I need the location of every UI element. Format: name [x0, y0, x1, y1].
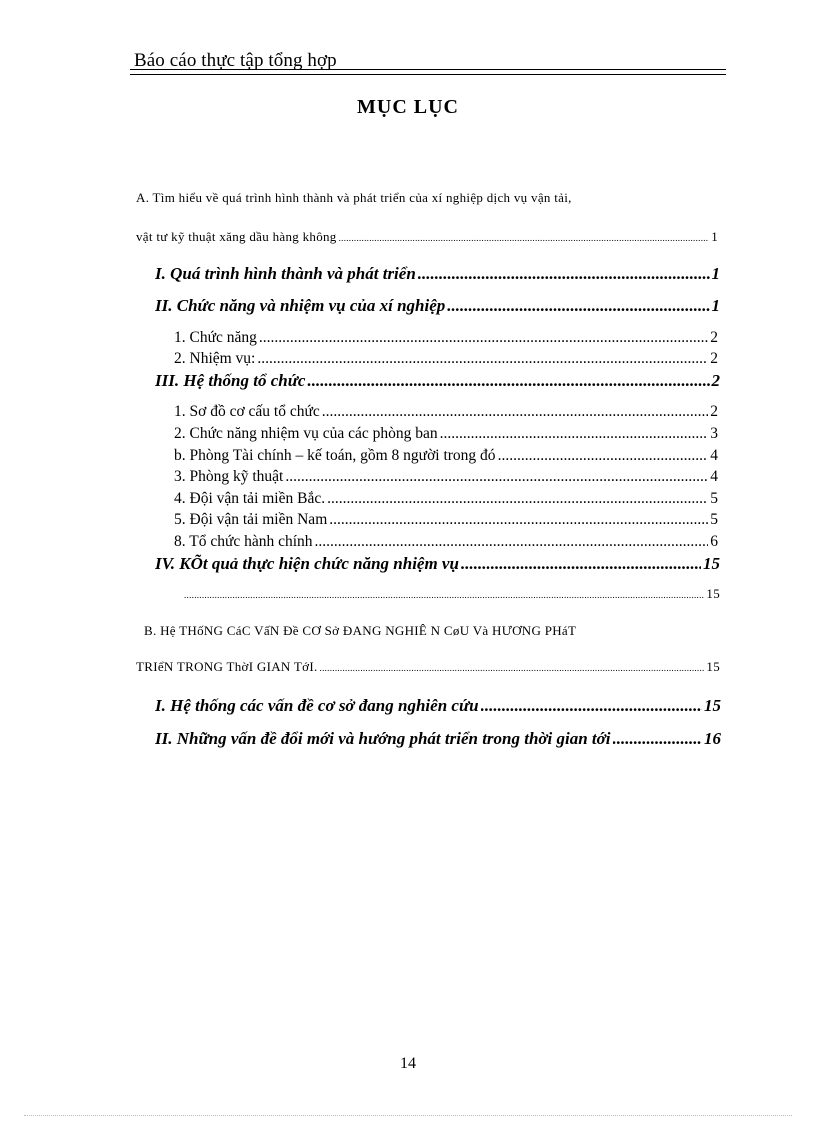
toc-entry-iii-4[interactable]: [174, 490, 718, 508]
toc-entry-text: 3. Phòng kỹ thuật: [174, 468, 284, 485]
toc-entry-page: 15: [706, 659, 720, 674]
toc-entry-text: b. Phòng Tài chính – kế toán, gồm 8 người trong đó: [174, 447, 496, 464]
toc-entry-blank[interactable]: [184, 586, 720, 602]
toc-entry-iii[interactable]: [155, 371, 720, 391]
toc-entry-iii-8[interactable]: [174, 533, 718, 551]
header-rule: [130, 69, 726, 75]
toc-entry-page: 16: [704, 729, 721, 748]
toc-entry-text: III. Hệ thống tổ chức: [155, 371, 306, 390]
toc-entry-text: 2. Chức năng nhiệm vụ của các phòng ban: [174, 425, 438, 442]
toc-entry-page: 15: [704, 696, 721, 715]
toc-title: MỤC LỤC: [357, 96, 459, 118]
toc-entry-text: 1. Sơ đồ cơ cấu tổ chức: [174, 403, 320, 420]
toc-entry-b-line2[interactable]: [136, 659, 720, 675]
toc-entry-page: 5: [710, 490, 718, 507]
toc-leader-dots: [285, 468, 708, 486]
toc-entry-text: B. Hệ THốNG CáC VấN Đề CƠ Sở ĐANG NGHIÊ N CøU Và HƯƠNG PHáT: [144, 623, 577, 638]
toc-leader-dots: [257, 350, 708, 368]
toc-entry-text: TRIểN TRONG ThờI GIAN TớI.: [136, 659, 318, 674]
toc-entry-iv[interactable]: [155, 554, 720, 574]
toc-entry-ii-1[interactable]: [174, 329, 718, 347]
toc-entry-text: I. Hệ thống các vấn đề cơ sở đang nghiên cứu: [155, 696, 479, 715]
toc-entry-text: 5. Đội vận tải miền Nam: [174, 511, 328, 528]
page-bottom-border: [24, 1115, 792, 1117]
toc-entry-text: A. Tìm hiểu về quá trình hình thành và phát triển của xí nghiệp dịch vụ vận tải,: [136, 190, 572, 205]
toc-entry-page: 3: [710, 425, 718, 442]
toc-entry-ii[interactable]: [155, 296, 720, 316]
toc-entry-page: 5: [710, 511, 718, 528]
toc-entry-ii-2[interactable]: [174, 350, 718, 368]
toc-leader-dots: [447, 296, 709, 316]
toc-entry-page: 1: [711, 229, 718, 244]
toc-entry-text: 4. Đội vận tải miền Bắc.: [174, 490, 326, 507]
toc-leader-dots: [259, 329, 708, 347]
toc-entry-iii-2[interactable]: [174, 425, 718, 443]
page-number: 14: [400, 1055, 416, 1072]
toc-entry-iii-b[interactable]: [174, 447, 718, 465]
toc-leader-dots: [327, 490, 708, 508]
toc-leader-dots: [613, 729, 702, 749]
toc-entry-page: 6: [710, 533, 718, 550]
toc-entry-b-i[interactable]: [155, 696, 721, 716]
toc-entry-page: 2: [710, 350, 718, 367]
toc-leader-dots: [481, 696, 702, 716]
toc-entry-page: 15: [706, 586, 720, 601]
toc-entry-a-line2[interactable]: [136, 229, 718, 245]
toc-entry-page: 2: [710, 403, 718, 420]
toc-entry-text: I. Quá trình hình thành và phát triển: [155, 264, 416, 283]
toc-leader-dots: [440, 425, 709, 443]
toc-leader-dots: [320, 663, 705, 673]
toc-entry-iii-5[interactable]: [174, 511, 718, 529]
toc-entry-text: vật tư kỹ thuật xăng dầu hàng không: [136, 229, 337, 244]
toc-leader-dots: [498, 447, 709, 465]
toc-entry-page: 4: [710, 468, 718, 485]
toc-entry-iii-1[interactable]: [174, 403, 718, 421]
toc-leader-dots: [339, 233, 710, 243]
toc-entry-page: 1: [711, 264, 720, 283]
toc-leader-dots: [418, 264, 710, 284]
toc-leader-dots: [329, 511, 708, 529]
toc-entry-text: 2. Nhiệm vụ:: [174, 350, 256, 367]
toc-entry-i[interactable]: [155, 264, 720, 284]
toc-entry-text: II. Chức năng và nhiệm vụ của xí nghiệp: [155, 296, 446, 315]
toc-entry-page: 2: [710, 329, 718, 346]
toc-entry-text: IV. KÕt quả thực hiện chức năng nhiệm vụ: [155, 554, 459, 573]
toc-entry-iii-3[interactable]: [174, 468, 718, 486]
toc-entry-a-line1[interactable]: [136, 190, 716, 206]
header-title: Báo cáo thực tập tổng hợp: [134, 50, 337, 71]
toc-leader-dots: [184, 590, 704, 600]
toc-entry-page: 2: [711, 371, 720, 390]
toc-leader-dots: [307, 371, 709, 391]
toc-entry-page: 15: [703, 554, 720, 573]
toc-leader-dots: [322, 403, 709, 421]
toc-entry-text: 8. Tổ chức hành chính: [174, 533, 313, 550]
toc-entry-b-line1[interactable]: [144, 623, 716, 639]
toc-entry-text: 1. Chức năng: [174, 329, 257, 346]
toc-entry-page: 1: [711, 296, 720, 315]
toc-entry-text: II. Những vấn đề đổi mới và hướng phát triển trong thời gian tới: [155, 729, 611, 748]
toc-entry-page: 4: [710, 447, 718, 464]
toc-entry-b-ii[interactable]: [155, 729, 721, 749]
toc-leader-dots: [315, 533, 709, 551]
toc-leader-dots: [461, 554, 701, 574]
